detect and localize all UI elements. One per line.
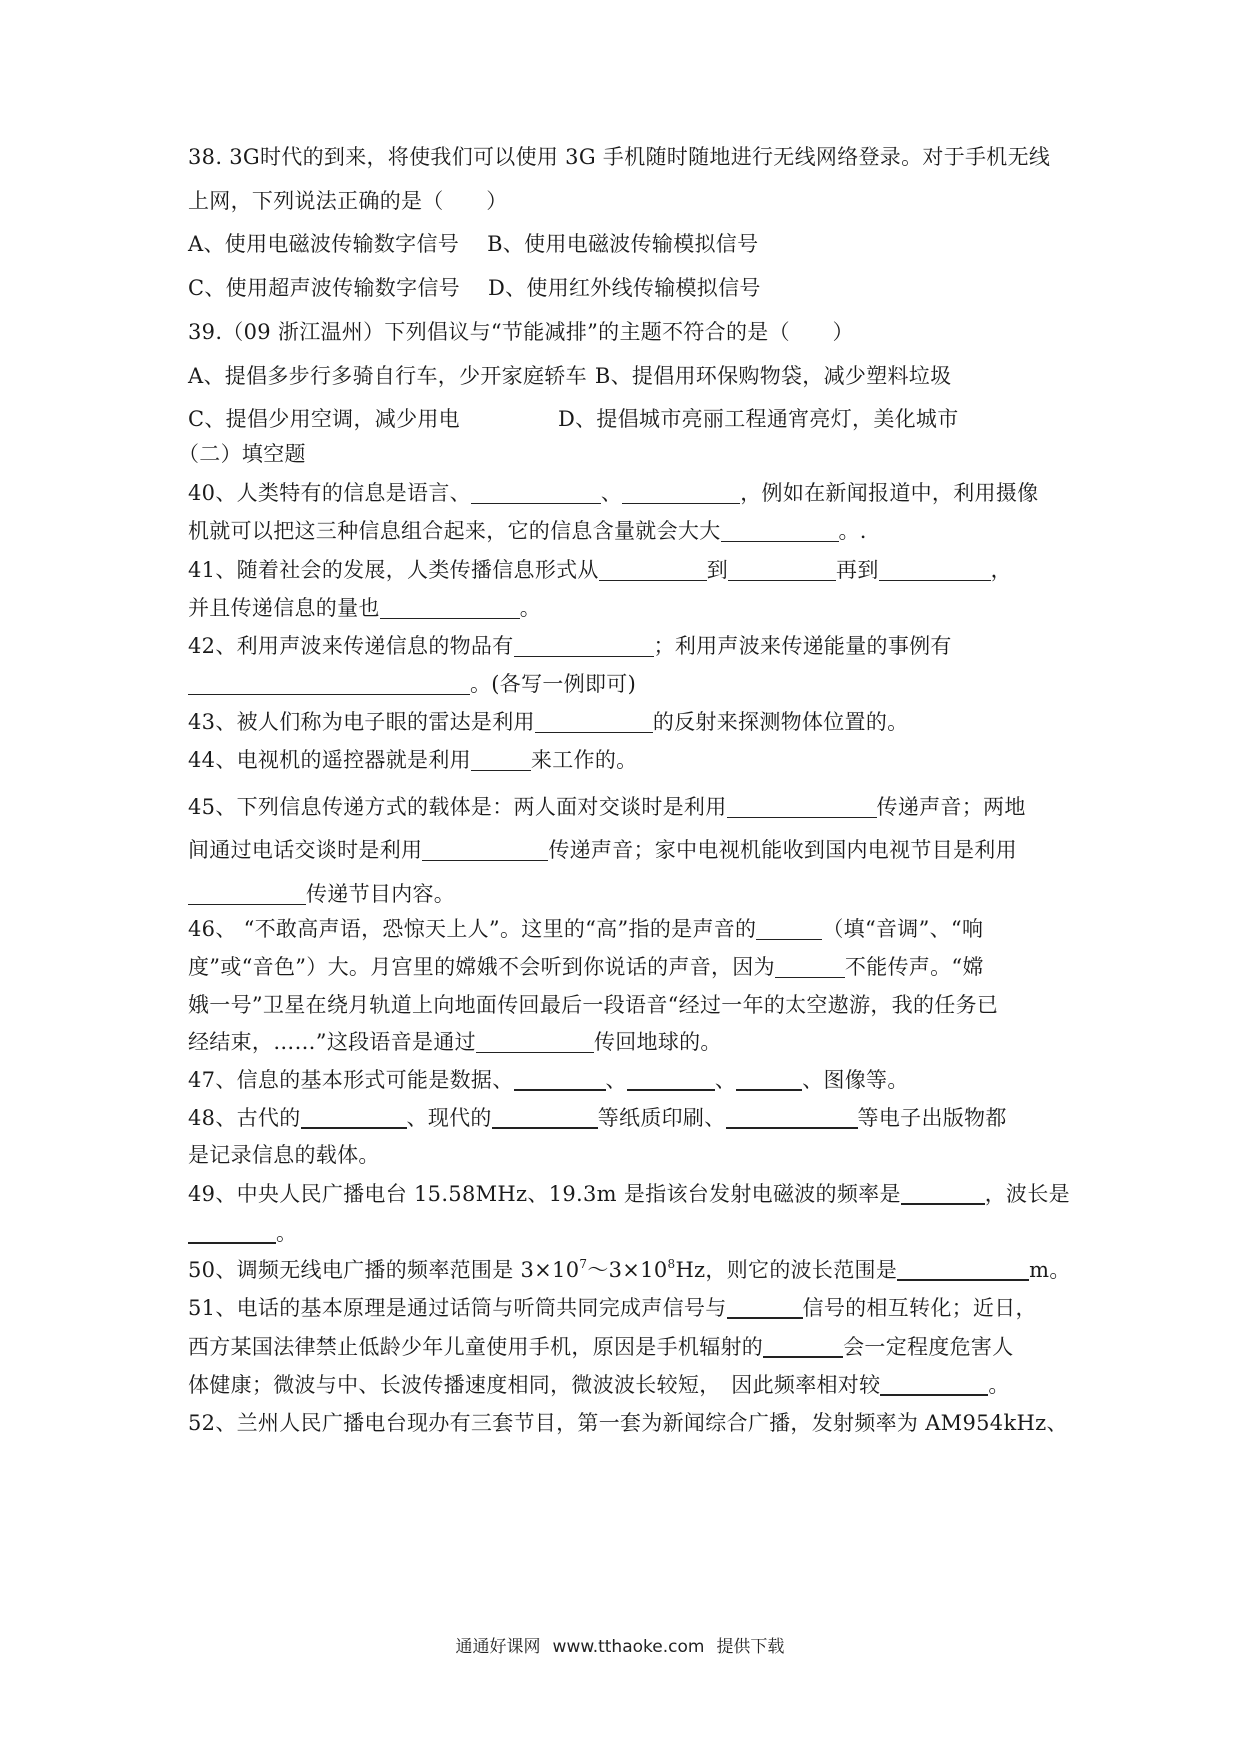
q51-line3: 体健康；微波与中、长波传播速度相同，微波波长较短， 因此频率相对较 。 xyxy=(188,1373,1010,1397)
q46-line1: 46、 “不敢高声语，恐惊天上人”。这里的“高”指的是声音的 （填“音调”、“响 xyxy=(188,917,984,941)
answer-blank[interactable] xyxy=(380,596,520,619)
q39-option-c: C、提倡少用空调，减少用电 xyxy=(188,407,460,431)
answer-blank[interactable] xyxy=(622,481,740,504)
answer-blank[interactable] xyxy=(476,1030,594,1053)
q44: 44、电视机的遥控器就是利用 来工作的。 xyxy=(188,748,638,772)
q42-line1: 42、利用声波来传递信息的物品有 ；利用声波来传递能量的事例有 xyxy=(188,634,952,658)
q40-line1: 40、人类特有的信息是语言、 、 ，例如在新闻报道中，利用摄像 xyxy=(188,481,1039,505)
answer-blank[interactable] xyxy=(188,672,470,695)
q38-stem-line1: 38. 3G时代的到来，将使我们可以使用 3G 手机随时随地进行无线网络登录。对于手机无线 xyxy=(188,145,1051,169)
answer-blank[interactable] xyxy=(727,1295,803,1319)
q45-line3: 传递节目内容。 xyxy=(188,880,455,908)
q38-option-c: C、使用超声波传输数字信号 xyxy=(188,276,460,300)
q39-option-d: D、提倡城市亮丽工程通宵亮灯，美化城市 xyxy=(558,407,959,431)
q38-options-ab xyxy=(188,230,758,258)
page-footer xyxy=(0,1632,1240,1657)
answer-blank[interactable] xyxy=(535,710,653,733)
answer-blank[interactable] xyxy=(514,1067,606,1091)
answer-blank[interactable] xyxy=(728,558,836,581)
answer-blank[interactable] xyxy=(721,519,839,542)
answer-blank[interactable] xyxy=(756,917,822,940)
q46-line3: 娥一号”卫星在绕月轨道上向地面传回最后一段语音“经过一年的太空遨游，我的任务已 xyxy=(188,993,999,1017)
q49-line2: 。 xyxy=(188,1219,297,1247)
answer-blank[interactable] xyxy=(880,1372,988,1396)
q38-options-cd xyxy=(188,274,761,302)
q45-line2: 间通过电话交谈时是利用 传递声音；家中电视机能收到国内电视节目是利用 xyxy=(188,838,1017,862)
answer-blank[interactable] xyxy=(514,634,654,657)
answer-blank[interactable] xyxy=(627,1067,715,1091)
q42-line2: 。(各写一例即可) xyxy=(188,670,636,698)
answer-blank[interactable] xyxy=(422,838,548,861)
q38-stem-line2: 上网，下列说法正确的是（ ） xyxy=(188,189,508,213)
answer-blank[interactable] xyxy=(763,1334,843,1358)
q51-line2: 西方某国法律禁止低龄少年儿童使用手机，原因是手机辐射的 会一定程度危害人 xyxy=(188,1335,1014,1359)
q38-option-d: D、使用红外线传输模拟信号 xyxy=(487,276,761,300)
q51-line1: 51、电话的基本原理是通过话筒与听筒共同完成声信号与 信号的相互转化；近日， xyxy=(188,1296,1037,1320)
q39-option-b: B、提倡用环保购物袋，减少塑料垃圾 xyxy=(594,364,952,388)
answer-blank[interactable] xyxy=(736,1067,802,1091)
q39-stem: 39.（09 浙江温州）下列倡议与“节能减排”的主题不符合的是（ ） xyxy=(188,320,854,344)
answer-blank[interactable] xyxy=(901,1181,985,1205)
answer-blank[interactable] xyxy=(471,481,601,504)
q38-option-b: B、使用电磁波传输模拟信号 xyxy=(487,232,759,256)
answer-blank[interactable] xyxy=(492,1105,598,1129)
answer-blank[interactable] xyxy=(897,1257,1029,1281)
q43: 43、被人们称为电子眼的雷达是利用 的反射来探测物体位置的。 xyxy=(188,710,909,734)
section-title: （二）填空题 xyxy=(178,442,306,466)
q47: 47、信息的基本形式可能是数据、 、 、 、图像等。 xyxy=(188,1068,909,1092)
answer-blank[interactable] xyxy=(188,882,306,905)
footer-tail: 提供下载 xyxy=(716,1637,785,1657)
answer-blank[interactable] xyxy=(727,795,877,818)
answer-blank[interactable] xyxy=(301,1105,407,1129)
answer-blank[interactable] xyxy=(775,955,845,978)
q52-line1: 52、兰州人民广播电台现办有三套节目，第一套为新闻综合广播，发射频率为 AM954kHz、 xyxy=(188,1411,1068,1435)
answer-blank[interactable] xyxy=(471,748,531,771)
answer-blank[interactable] xyxy=(726,1105,858,1129)
answer-blank[interactable] xyxy=(188,1220,276,1244)
q48-line1: 48、古代的 、现代的 等纸质印刷、 等电子出版物都 xyxy=(188,1106,1007,1130)
q41-line2: 并且传递信息的量也 。 xyxy=(188,596,542,620)
q39-options-cd xyxy=(188,405,959,433)
answer-blank[interactable] xyxy=(599,558,707,581)
q49-line1: 49、中央人民广播电台 15.58MHz、19.3m 是指该台发射电磁波的频率是 ，波长是 xyxy=(188,1182,1070,1206)
q41-line1: 41、随着社会的发展，人类传播信息形式从 到 再到 ， xyxy=(188,558,1012,582)
q50: 50、调频无线电广播的频率范围是 $3\times 10^7\sim 3\times 10^8Hz$，则它的波长范围是 m。 xyxy=(188,1257,1071,1282)
q40-line2: 机就可以把这三种信息组合起来，它的信息含量就会大大 。. xyxy=(188,519,867,543)
footer-url[interactable]: www.tthaoke.com xyxy=(552,1637,705,1657)
q38-option-a: A、使用电磁波传输数字信号 xyxy=(188,232,460,256)
q39-options-ab xyxy=(188,362,951,390)
answer-blank[interactable] xyxy=(879,558,991,581)
q48-line2: 是记录信息的载体。 xyxy=(188,1143,380,1167)
q39-option-a: A、提倡多步行多骑自行车，少开家庭轿车 xyxy=(188,364,587,388)
q46-line2: 度”或“音色”）大。月宫里的嫦娥不会听到你说话的声音，因为 不能传声。“嫦 xyxy=(188,955,984,979)
q46-line4: 经结束，……”这段语音是通过 传回地球的。 xyxy=(188,1030,722,1054)
q45-line1: 45、下列信息传递方式的载体是：两人面对交谈时是利用 传递声音；两地 xyxy=(188,795,1026,819)
footer-site-name: 通通好课网 xyxy=(455,1637,541,1657)
